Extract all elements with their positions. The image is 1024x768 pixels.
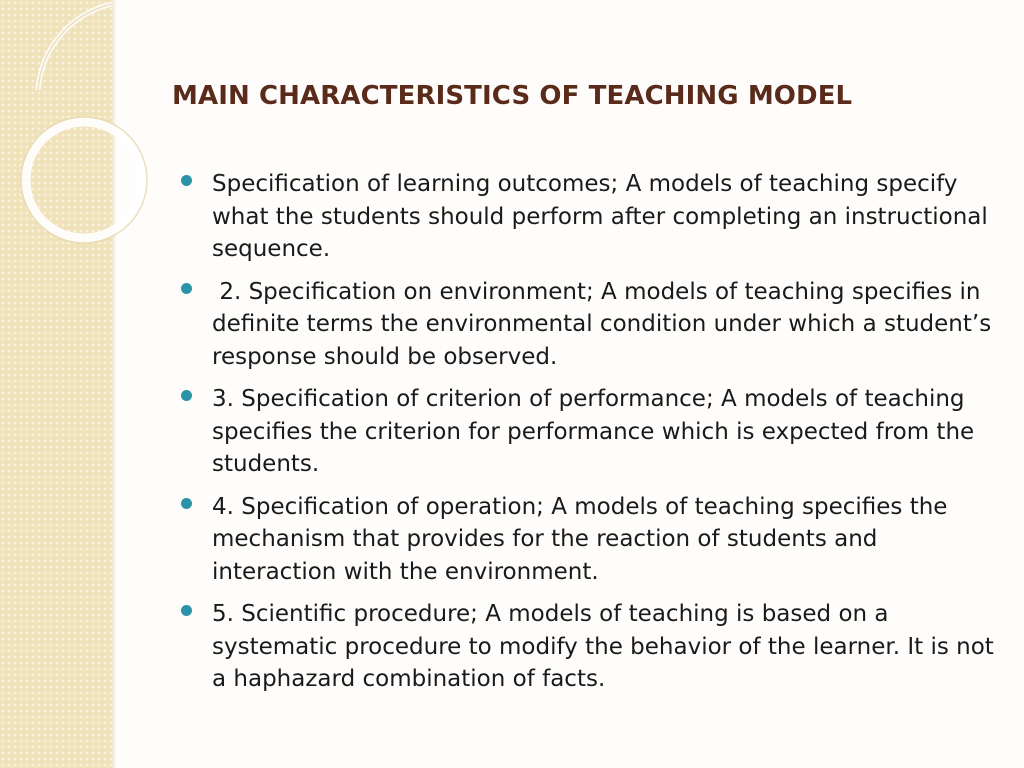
list-item bbox=[178, 491, 996, 589]
bullet-text: 4. Specification of operation; A models of teaching specifies the mechanism that provides for the reaction of students and interaction with the environment. bbox=[212, 493, 955, 585]
ring-arc bbox=[26, 122, 142, 238]
bullet-dot-icon bbox=[181, 498, 192, 509]
bullet-dot-icon bbox=[181, 283, 192, 294]
upper-arc bbox=[38, 4, 112, 90]
bullet-dot-icon bbox=[181, 605, 192, 616]
slide-title: MAIN CHARACTERISTICS OF TEACHING MODEL bbox=[172, 81, 853, 111]
list-item bbox=[178, 383, 996, 481]
bullet-text: Specification of learning outcomes; A models of teaching specify what the students should perform after completing an instructional sequence. bbox=[212, 171, 996, 262]
bullet-dot-icon bbox=[181, 175, 192, 186]
bullet-text: 5. Scientific procedure; A models of teaching is based on a systematic procedure to modify the behavior of the learner. It is not a haphazard combination of facts. bbox=[212, 601, 1002, 692]
list-item bbox=[178, 168, 996, 266]
bullet-dot-icon bbox=[181, 390, 192, 401]
bullet-text: 3. Specification of criterion of performance; A models of teaching specifies the criterion for performance which is expected from the students. bbox=[212, 386, 982, 477]
list-item bbox=[178, 598, 1002, 696]
bullet-text: 2. Specification on environment; A models of teaching specifies in definite terms the environmental condition under which a student’s response should be observed. bbox=[212, 278, 999, 370]
bullet-list bbox=[178, 168, 1002, 706]
list-item bbox=[178, 276, 999, 374]
decorative-arcs bbox=[0, 0, 160, 320]
ring-arc-outline bbox=[21, 117, 147, 243]
